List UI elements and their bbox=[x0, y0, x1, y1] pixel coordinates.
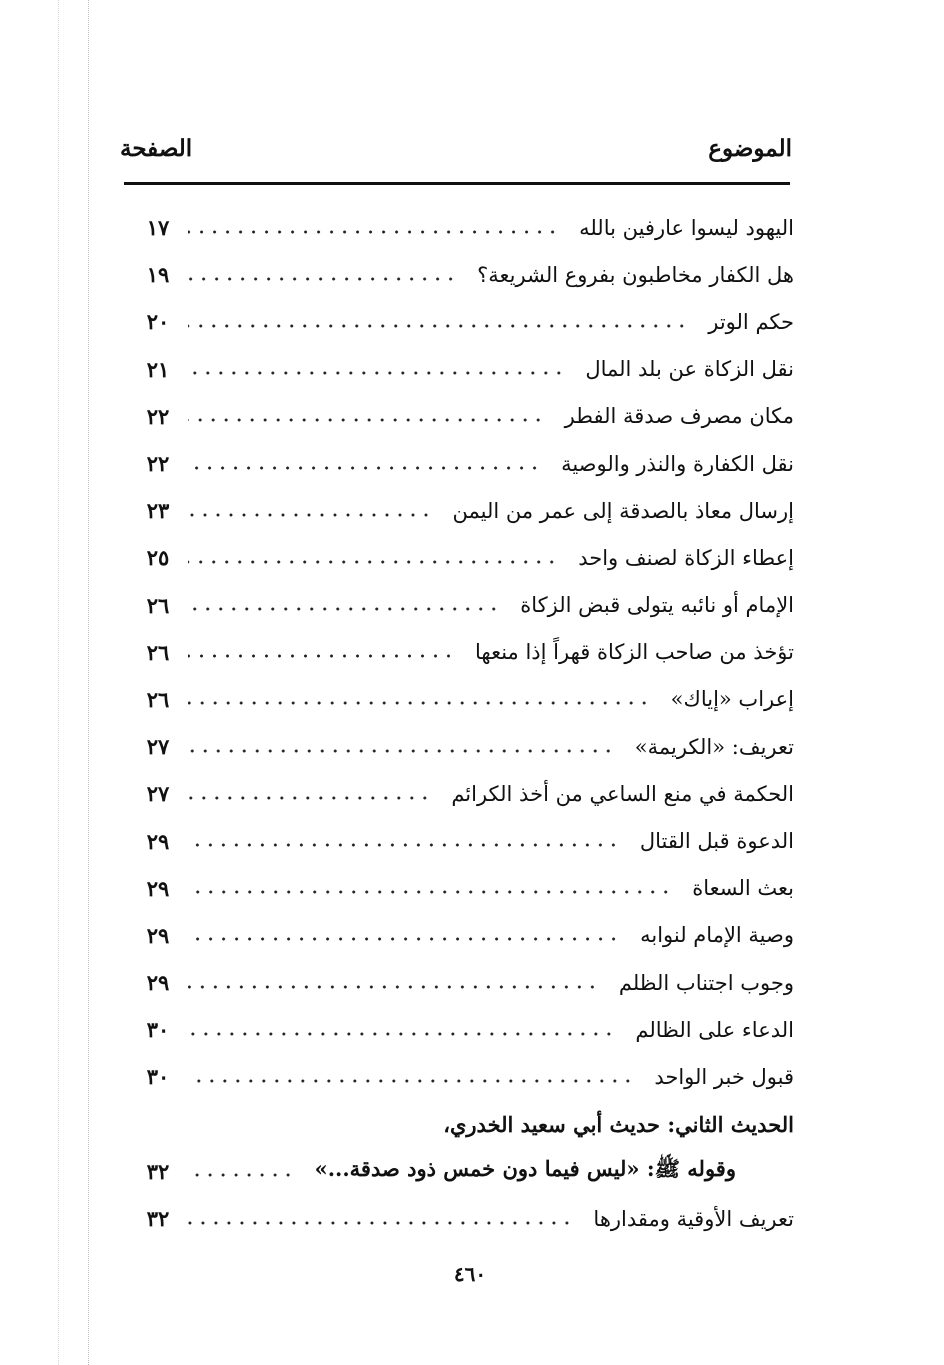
scan-edge-line bbox=[88, 0, 89, 1365]
toc-entry bbox=[138, 582, 794, 629]
dot-leader bbox=[188, 324, 688, 328]
toc-entry bbox=[138, 676, 794, 723]
dot-leader bbox=[188, 796, 431, 800]
toc-entry-page: ٢٧ bbox=[146, 781, 170, 807]
dot-leader bbox=[188, 607, 500, 611]
toc-entry-page: ١٩ bbox=[146, 262, 170, 288]
toc-entry bbox=[138, 1148, 794, 1195]
header-divider bbox=[124, 182, 790, 185]
toc-entry-title: اليهود ليسوا عارفين بالله bbox=[579, 215, 794, 240]
toc-entry-title: الدعوة قبل القتال bbox=[639, 829, 794, 854]
toc-entry-page: ٢٦ bbox=[146, 686, 170, 712]
toc-entry-page: ١٧ bbox=[146, 215, 170, 241]
toc-entry bbox=[138, 912, 794, 959]
dot-leader bbox=[188, 1032, 615, 1036]
toc-section-title: الحديث الثاني: حديث أبي سعيد الخدري، bbox=[443, 1111, 794, 1137]
toc-entry-title: مكان مصرف صدقة الفطر bbox=[564, 404, 794, 429]
toc-entry bbox=[138, 959, 794, 1006]
toc-entry-page: ٢٦ bbox=[146, 639, 170, 665]
table-of-contents bbox=[138, 204, 794, 1242]
toc-entry bbox=[138, 534, 794, 581]
toc-entry-page: ٢١ bbox=[146, 356, 170, 382]
page-column-label: الصفحة bbox=[120, 134, 193, 162]
toc-entry bbox=[138, 487, 794, 534]
toc-entry-page: ٢٩ bbox=[146, 922, 170, 948]
toc-entry-page: ٣٠ bbox=[146, 1017, 170, 1043]
dot-leader bbox=[188, 466, 541, 470]
toc-entry bbox=[138, 440, 794, 487]
toc-entry-page: ٣٠ bbox=[146, 1064, 170, 1090]
topic-column-label: الموضوع bbox=[708, 134, 792, 162]
toc-entry-title: نقل الكفارة والنذر والوصية bbox=[561, 451, 794, 476]
toc-entry-title: حكم الوتر bbox=[708, 309, 794, 334]
toc-entry-title: الإمام أو نائبه يتولى قبض الزكاة bbox=[520, 593, 794, 618]
dot-leader bbox=[188, 513, 432, 517]
toc-entry-title: إعطاء الزكاة لصنف واحد bbox=[578, 545, 794, 570]
toc-entry-title: وصية الإمام لنوابه bbox=[640, 923, 794, 948]
toc-entry bbox=[138, 865, 794, 912]
toc-entry bbox=[138, 770, 794, 817]
toc-entry-title: تؤخذ من صاحب الزكاة قهراً إذا منعها bbox=[475, 640, 794, 665]
dot-leader bbox=[188, 560, 558, 564]
toc-entry bbox=[138, 629, 794, 676]
toc-section-heading bbox=[138, 1101, 794, 1148]
dot-leader bbox=[188, 371, 565, 375]
dot-leader bbox=[188, 418, 545, 422]
toc-entry-title: هل الكفار مخاطبون بفروع الشريعة؟ bbox=[477, 262, 794, 287]
toc-entry-page: ٢٥ bbox=[146, 545, 170, 571]
toc-entry-title: وقوله ﷺ: «ليس فيما دون خمس ذود صدقة...» bbox=[314, 1155, 736, 1181]
dot-leader bbox=[188, 1173, 295, 1177]
toc-entry-page: ٢٢ bbox=[146, 403, 170, 429]
toc-entry bbox=[138, 346, 794, 393]
dot-leader bbox=[188, 749, 615, 753]
toc-entry-title: بعث السعاة bbox=[692, 876, 794, 901]
dot-leader bbox=[188, 1221, 573, 1225]
toc-entry-page: ٢٦ bbox=[146, 592, 170, 618]
toc-entry-page: ٢٠ bbox=[146, 309, 170, 335]
dot-leader bbox=[188, 985, 599, 989]
toc-entry bbox=[138, 817, 794, 864]
dot-leader bbox=[188, 654, 455, 658]
toc-entry-page: ٣٢ bbox=[146, 1158, 170, 1184]
toc-header bbox=[120, 126, 792, 170]
toc-entry bbox=[138, 1006, 794, 1053]
toc-entry-page: ٣٢ bbox=[146, 1206, 170, 1232]
dot-leader bbox=[188, 1079, 634, 1083]
toc-entry bbox=[138, 1053, 794, 1100]
toc-entry-title: قبول خبر الواحد bbox=[654, 1064, 794, 1089]
toc-entry bbox=[138, 393, 794, 440]
dot-leader bbox=[188, 230, 559, 234]
dot-leader bbox=[188, 843, 620, 847]
toc-entry-title: تعريف الأوقية ومقدارها bbox=[593, 1206, 794, 1231]
toc-entry-title: إعراب «إياك» bbox=[670, 687, 794, 712]
toc-entry-page: ٢٩ bbox=[146, 875, 170, 901]
toc-entry bbox=[138, 298, 794, 345]
toc-entry-title: إرسال معاذ بالصدقة إلى عمر من اليمن bbox=[452, 498, 794, 523]
dot-leader bbox=[188, 937, 620, 941]
toc-entry bbox=[138, 251, 794, 298]
toc-entry-title: الدعاء على الظالم bbox=[635, 1017, 794, 1042]
toc-entry-title: نقل الزكاة عن بلد المال bbox=[585, 357, 794, 382]
toc-entry bbox=[138, 1195, 794, 1242]
page-number: ٤٦٠ bbox=[453, 1262, 487, 1286]
toc-entry-title: تعريف: «الكريمة» bbox=[634, 734, 794, 759]
toc-entry-page: ٢٢ bbox=[146, 451, 170, 477]
toc-entry-page: ٢٧ bbox=[146, 734, 170, 760]
dot-leader bbox=[188, 701, 651, 705]
dot-leader bbox=[188, 277, 457, 281]
toc-entry-page: ٢٩ bbox=[146, 828, 170, 854]
toc-entry bbox=[138, 204, 794, 251]
toc-entry-title: وجوب اجتناب الظلم bbox=[618, 970, 794, 995]
toc-entry-page: ٢٣ bbox=[146, 498, 170, 524]
scan-edge-line bbox=[58, 0, 59, 1365]
toc-entry-page: ٢٩ bbox=[146, 970, 170, 996]
toc-entry-title: الحكمة في منع الساعي من أخذ الكرائم bbox=[451, 781, 794, 806]
toc-entry bbox=[138, 723, 794, 770]
dot-leader bbox=[188, 890, 672, 894]
